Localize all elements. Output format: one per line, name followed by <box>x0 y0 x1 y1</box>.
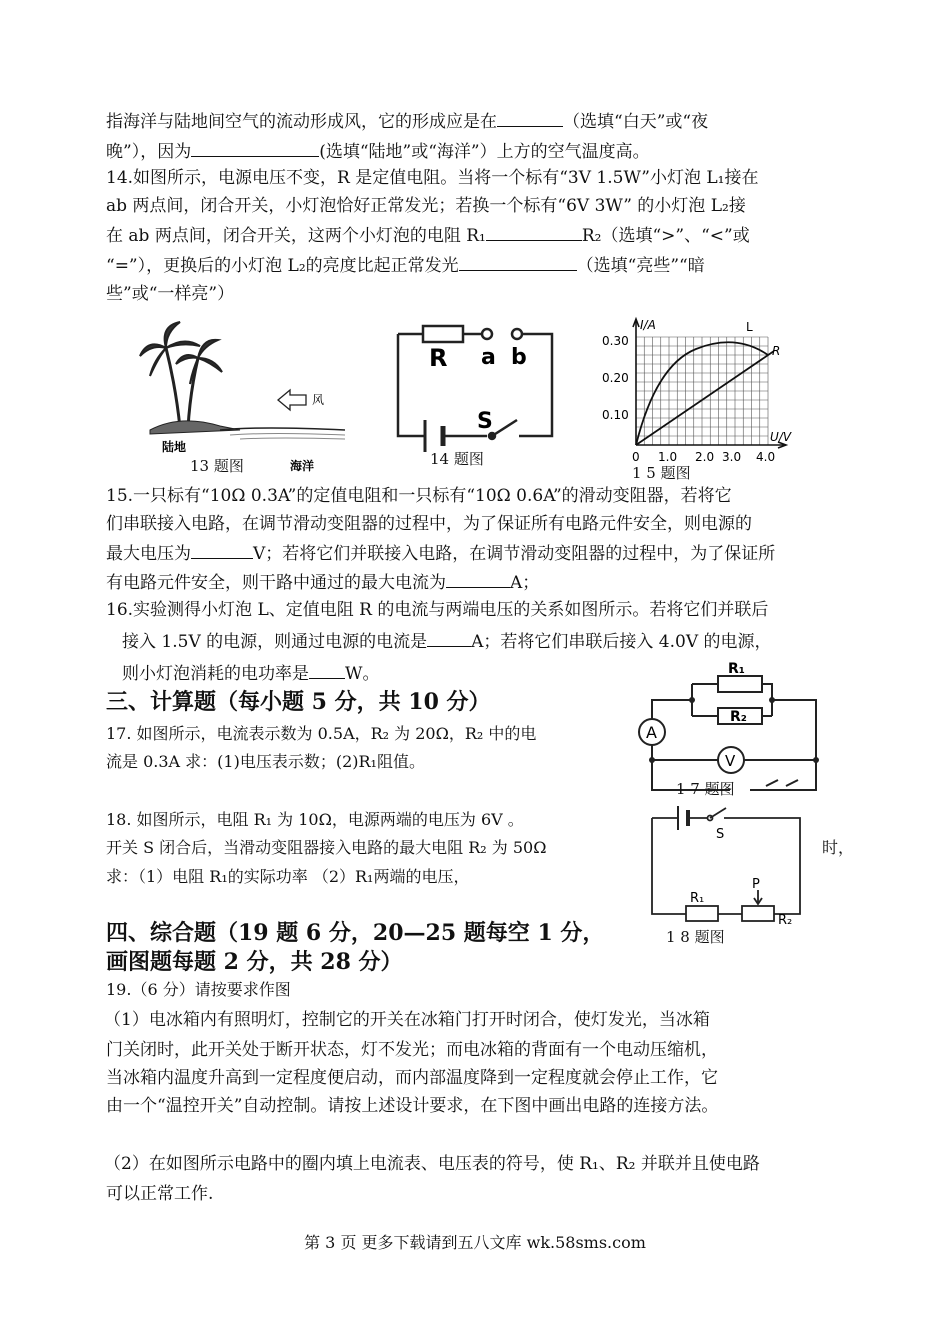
label-b: b <box>511 345 527 370</box>
q16-line-1: 16.实验测得小灯泡 L、定值电阻 R 的电流与两端电压的关系如图所示。若将它们并联后 <box>106 600 769 620</box>
x-tick: 1.0 <box>658 450 678 464</box>
q19-title: 19.（6 分）请按要求作图 <box>106 980 291 999</box>
q16-text: W。 <box>345 664 380 684</box>
y-tick: 0.10 <box>602 408 629 422</box>
q19-p2-line-2: 可以正常工作. <box>106 1184 214 1204</box>
figure-18 <box>648 800 808 928</box>
figure-17-caption: 1 7 题图 <box>676 780 735 798</box>
switch-label: S <box>716 827 725 842</box>
figure-14 <box>395 320 565 442</box>
figure-13-caption: 13 题图 <box>190 457 244 475</box>
label-r: R <box>429 344 448 372</box>
q16-text: 则小灯泡消耗的电功率是 <box>122 664 309 684</box>
page-footer: 第 3 页 更多下载请到五八文库 wk.58sms.com <box>304 1233 646 1252</box>
answer-blank[interactable] <box>191 540 253 559</box>
q15-text: A； <box>510 573 540 593</box>
x-tick: 2.0 <box>695 450 715 464</box>
ammeter-label: A <box>646 723 657 742</box>
q17-line-2: 流是 0.3A 求：(1)电压表示数；(2)R₁阻值。 <box>106 752 425 771</box>
wind-label: 风 <box>312 393 325 407</box>
y-unit-label: I/A <box>640 318 656 332</box>
q14-text: R₂（选填“>”、“<”或 <box>581 226 750 246</box>
q13-line-2 <box>106 138 650 164</box>
resistor-r1-icon <box>686 906 718 921</box>
sea-label: 海洋 <box>290 459 315 473</box>
answer-blank[interactable] <box>191 138 319 157</box>
figure-15 <box>600 315 800 465</box>
q19-p1-line-3: 当冰箱内温度升高到一定程度便启动，而内部温度降到一定程度就会停止工作，它 <box>106 1068 718 1088</box>
r1-label: R₁ <box>690 891 705 906</box>
label-r: R <box>772 344 781 358</box>
q16-line-2 <box>122 628 772 654</box>
slider-label: P <box>752 877 760 892</box>
q14-line-1: 14.如图所示，电源电压不变，R 是定值电阻。当将一个标有“3V 1.5W”小灯泡 L₁接在 <box>106 168 759 188</box>
q13-line-1 <box>106 108 708 134</box>
q15-line-2: 们串联接入电路，在调节滑动变阻器的过程中，为了保证所有电路元件安全，则电源的 <box>106 514 752 534</box>
answer-blank[interactable] <box>497 108 563 127</box>
q14-line-3 <box>106 222 750 248</box>
figure-14-caption: 14 题图 <box>430 450 484 468</box>
q19-p2-line-1: （2）在如图所示电路中的圈内填上电流表、电压表的符号，使 R₁、R₂ 并联并且使电路 <box>104 1154 760 1174</box>
q15-line-3 <box>106 540 775 566</box>
q14-text: “=”），更换后的小灯泡 L₂的亮度比起正常发光 <box>106 256 459 276</box>
q18-line-2-end: 时， <box>822 838 855 857</box>
q16-line-3 <box>122 660 379 686</box>
q13-text: 指海洋与陆地间空气的流动形成风，它的形成应是在 <box>106 112 497 132</box>
resistor-r1-icon <box>718 676 762 692</box>
q18-line-1: 18. 如图所示，电阻 R₁ 为 10Ω，电源两端的电压为 6V 。 <box>106 810 524 829</box>
resistor-r-icon <box>423 326 463 342</box>
terminal-a-icon <box>482 329 492 339</box>
label-s: S <box>477 409 493 434</box>
q18-line-3: 求：（1）电阻 R₁的实际功率 （2）R₁两端的电压， <box>106 867 470 886</box>
q15-text: 最大电压为 <box>106 544 191 564</box>
figure-18-caption: 1 8 题图 <box>666 928 725 946</box>
q14-line-5: 些”或“一样亮”） <box>106 284 235 304</box>
answer-blank[interactable] <box>427 628 471 647</box>
x-unit-label: U/V <box>770 430 792 444</box>
wind-arrow-icon <box>278 390 306 410</box>
curve-r <box>636 351 774 445</box>
section-4-heading-line-1: 四、综合题（19 题 6 分，20—25 题每空 1 分， <box>106 920 605 946</box>
r1-label: R₁ <box>728 661 745 677</box>
q19-p1-line-4: 由一个“温控开关”自动控制。请按上述设计要求，在下图中画出电路的连接方法。 <box>106 1096 719 1116</box>
voltmeter-label: V <box>725 752 736 770</box>
q15-text: 有电路元件安全，则干路中通过的最大电流为 <box>106 573 446 593</box>
r2-label: R₂ <box>778 913 793 928</box>
y-tick: 0.30 <box>602 334 629 348</box>
section-4-heading-line-2: 画图题每题 2 分，共 28 分） <box>106 949 403 975</box>
q14-line-4 <box>106 252 705 278</box>
answer-blank[interactable] <box>309 660 345 679</box>
q19-p1-line-2: 门关闭时，此开关处于断开状态，灯不发光；而电冰箱的背面有一个电动压缩机， <box>106 1040 718 1060</box>
answer-blank[interactable] <box>486 222 582 241</box>
q13-text: (选填“陆地”或“海洋”）上方的空气温度高。 <box>319 142 650 162</box>
q15-line-4 <box>106 569 539 595</box>
q16-text: A；若将它们串联后接入 4.0V 的电源， <box>471 632 772 652</box>
label-a: a <box>481 345 496 370</box>
x-tick: 4.0 <box>756 450 776 464</box>
x-tick: 3.0 <box>722 450 742 464</box>
answer-blank[interactable] <box>459 252 577 271</box>
q14-text: （选填“亮些”“暗 <box>576 256 705 276</box>
section-3-heading: 三、计算题（每小题 5 分，共 10 分） <box>106 689 491 715</box>
q19-p1-line-1: （1）电冰箱内有照明灯，控制它的开关在冰箱门打开时闭合，使灯发光，当冰箱 <box>104 1010 710 1030</box>
figure-13 <box>140 318 350 478</box>
y-tick: 0.20 <box>602 371 629 385</box>
figure-15-caption: 1 5 题图 <box>632 464 691 482</box>
q18-line-2: 开关 S 闭合后，当滑动变阻器接入电路的最大电阻 R₂ 为 50Ω <box>106 838 547 857</box>
r2-label: R₂ <box>730 709 747 725</box>
answer-blank[interactable] <box>446 569 510 588</box>
figure-17 <box>630 658 830 798</box>
label-l: L <box>746 320 753 334</box>
q13-text: （选填“白天”或“夜 <box>563 112 709 132</box>
q14-text: 在 ab 两点间，闭合开关，这两个小灯泡的电阻 R₁ <box>106 226 486 246</box>
origin-label: 0 <box>632 450 640 464</box>
q13-text: 晚”），因为 <box>106 142 192 162</box>
rheostat-r2-icon <box>742 906 774 921</box>
land-label: 陆地 <box>162 440 187 454</box>
terminal-b-icon <box>512 329 522 339</box>
q15-line-1: 15.一只标有“10Ω 0.3A”的定值电阻和一只标有“10Ω 0.6A”的滑动变阻器，若将它 <box>106 486 732 506</box>
q14-line-2: ab 两点间，闭合开关，小灯泡恰好正常发光；若换一个标有“6V 3W” 的小灯泡 L₂接 <box>106 196 746 216</box>
q16-text: 接入 1.5V 的电源，则通过电源的电流是 <box>122 632 428 652</box>
q15-text: V；若将它们并联接入电路，在调节滑动变阻器的过程中，为了保证所 <box>253 544 776 564</box>
q17-line-1: 17. 如图所示，电流表示数为 0.5A，R₂ 为 20Ω，R₂ 中的电 <box>106 724 537 743</box>
